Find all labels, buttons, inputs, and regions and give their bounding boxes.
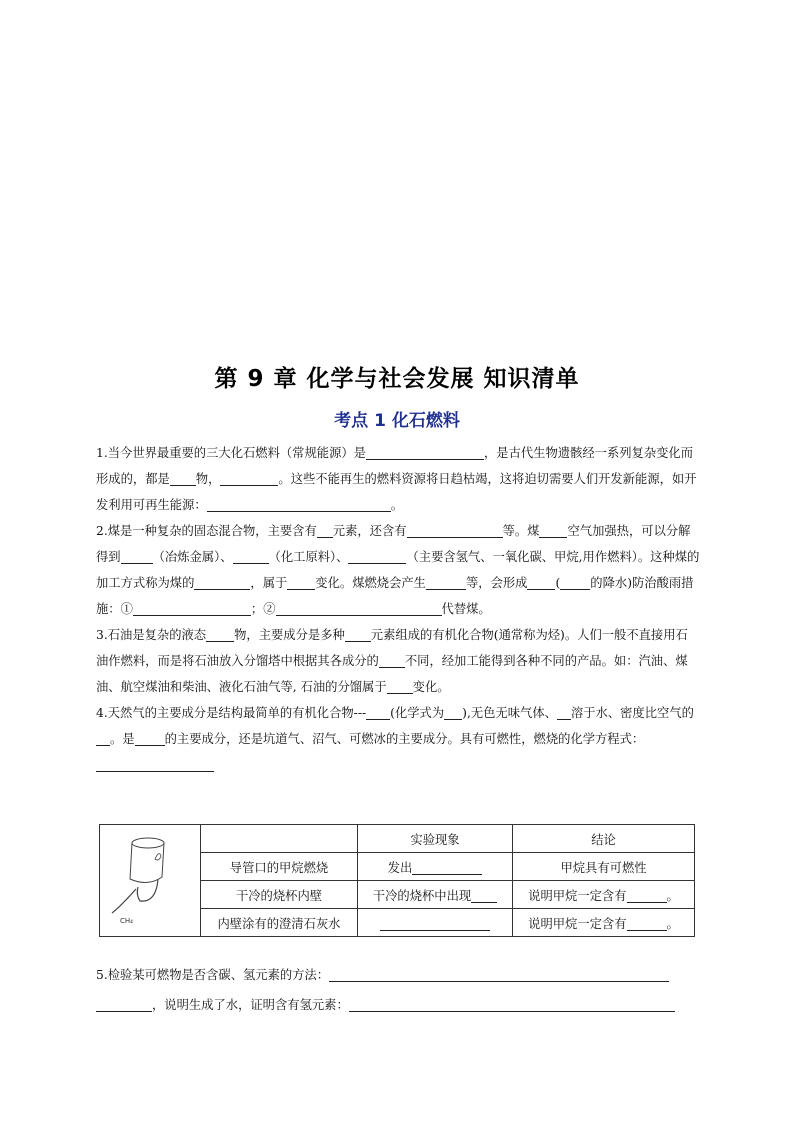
- blank[interactable]: [121, 548, 153, 564]
- blank[interactable]: [206, 626, 234, 642]
- page-title: 第 9 章 化学与社会发展 知识清单: [214, 366, 580, 392]
- blank[interactable]: [627, 915, 667, 931]
- blank[interactable]: [287, 574, 315, 590]
- blank[interactable]: [426, 574, 466, 590]
- burning-methane-apparatus-icon: [100, 825, 200, 933]
- blank[interactable]: [170, 470, 196, 486]
- table-row: 干冷的烧杯内壁 干冷的烧杯中出现 说明甲烷一定含有 。: [100, 881, 695, 909]
- blank[interactable]: [539, 522, 567, 538]
- blank[interactable]: [379, 652, 405, 668]
- blank[interactable]: [366, 444, 484, 460]
- blank[interactable]: [317, 522, 333, 538]
- blank[interactable]: [366, 704, 390, 720]
- question-3: 3.石油是复杂的液态 物，主要成分是多种 元素组成的有机化合物(通常称为烃)。人们一般不直接用石油作燃料，而是将石油放入分馏塔中根据其各成分的 不同，经加工能得到各种不同的产品。如：汽油、煤油、航空煤油和柴油、液化石油气等, 石油的分馏属于 变化。: [96, 628, 688, 694]
- blank[interactable]: [407, 522, 503, 538]
- question-1: 1.当今世界最重要的三大化石燃料（常规能源）是 ，是古代生物遗骸经一系列复杂变化而形成的，都是 物， 。这些不能再生的燃料资源将日趋枯竭，这将迫切需要人们开发新能源，如开发利用可再生能源： 。: [96, 446, 697, 512]
- blank[interactable]: [345, 626, 371, 642]
- blank[interactable]: [194, 574, 250, 590]
- blank[interactable]: [627, 887, 667, 903]
- question-4: 4.天然气的主要成分是结构最简单的有机化合物--- (化学式为 ),无色无味气体、 溶于水、密度比空气的。是 的主要成分，还是坑道气、沼气、可燃冰的主要成分。具有可燃性，燃烧的化学方程式：: [96, 700, 700, 778]
- blank[interactable]: [380, 915, 490, 931]
- blank[interactable]: [96, 730, 110, 746]
- header-empty: [201, 825, 358, 853]
- equation-blank[interactable]: [96, 756, 214, 772]
- question-5: 5.检验某可燃物是否含碳、氢元素的方法： ，说明生成了水，证明含有氢元素：: [96, 960, 700, 1020]
- blank[interactable]: [96, 996, 152, 1012]
- blank[interactable]: [560, 574, 590, 590]
- blank[interactable]: [135, 730, 165, 746]
- header-phenomenon: 实验现象: [358, 825, 513, 853]
- header-conclusion: 结论: [513, 825, 695, 853]
- blank[interactable]: [207, 496, 391, 512]
- blank[interactable]: [412, 859, 482, 875]
- question-2: 2.煤是一种复杂的固态混合物，主要含有 元素，还含有 等。煤 空气加强热，可以分解得到 （冶炼金属）、 （化工原料）、 （主要含氢气、一氧化碳、甲烷,用作燃料）。这种煤的加工方式称为煤的 ，属于 变化。煤燃烧会产生 等，会形成 ( 的降水)防治酸雨措施：① ；② 代替煤。: [96, 524, 700, 616]
- blank[interactable]: [133, 600, 251, 616]
- section-subtitle: 考点 1 化石燃料: [334, 411, 460, 431]
- blank[interactable]: [444, 704, 462, 720]
- blank[interactable]: [329, 966, 669, 982]
- blank[interactable]: [220, 470, 278, 486]
- table-row: 内壁涂有的澄清石灰水 说明甲烷一定含有 。: [100, 909, 695, 937]
- figure-label: CH₄: [120, 917, 133, 925]
- blank[interactable]: [471, 887, 497, 903]
- blank[interactable]: [527, 574, 555, 590]
- blank[interactable]: [233, 548, 269, 564]
- table-row: 导管口的甲烷燃烧 发出 甲烷具有可燃性: [100, 853, 695, 881]
- blank[interactable]: [349, 996, 675, 1012]
- question-content: [96, 440, 700, 778]
- blank[interactable]: [557, 704, 571, 720]
- blank[interactable]: [387, 678, 413, 694]
- blank[interactable]: [276, 600, 442, 616]
- apparatus-figure: [100, 825, 201, 937]
- blank[interactable]: [348, 548, 406, 564]
- experiment-table: [99, 824, 695, 937]
